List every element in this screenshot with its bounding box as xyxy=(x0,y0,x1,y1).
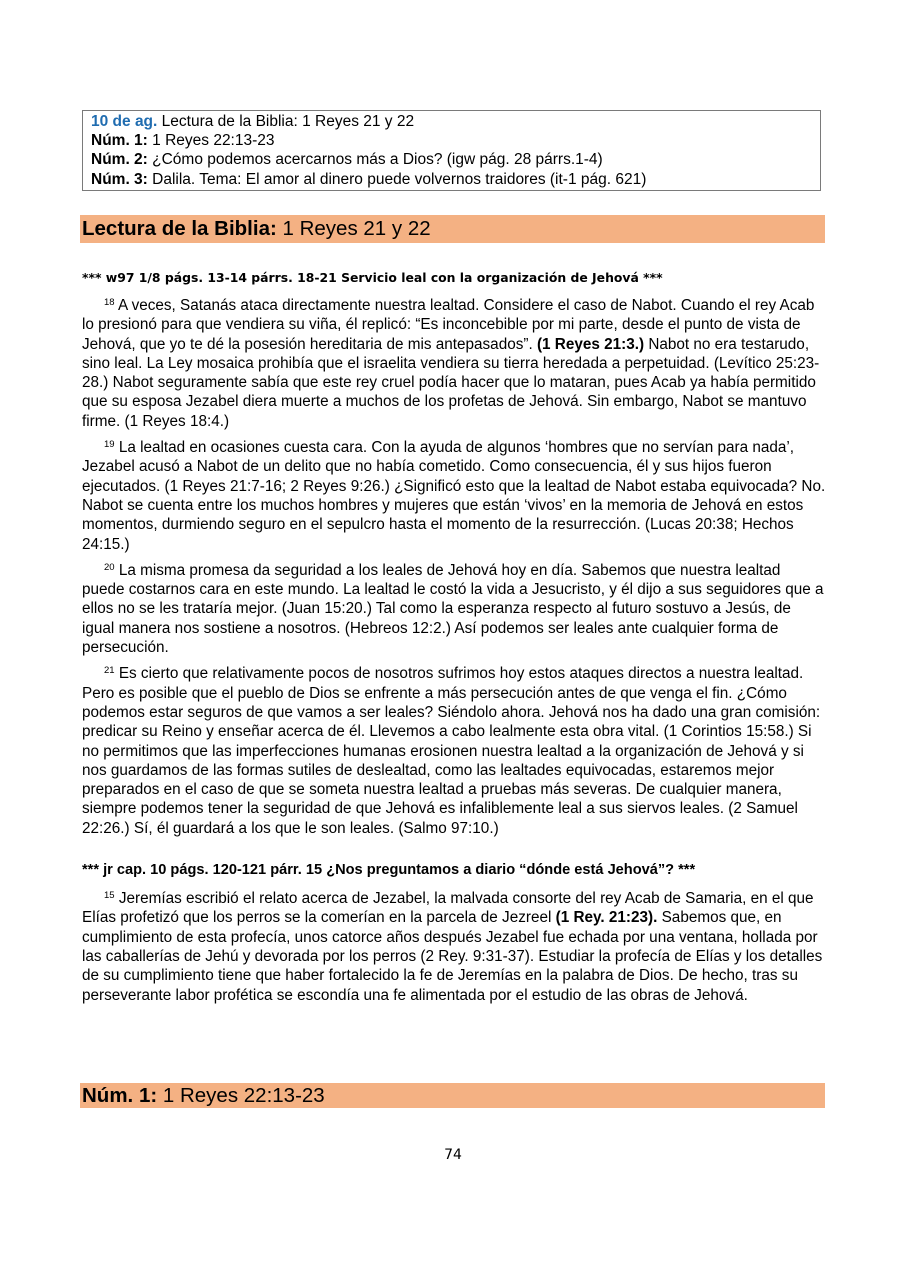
page-number: 74 xyxy=(444,1147,462,1163)
paragraph-19 xyxy=(82,438,826,554)
paragraph-text: Sabemos que, en cumplimiento de esta profecía, unos catorce años después Jezabel fue echada por una ventana, hollada por las caballerías de Jehú y devorada por los perros (2 Rey. 9:31-37). Estudiar la profecía de Elías y los detalles de su cumplimiento tiene que haber fortalecido la fe de Jeremías en la palabra de Dios. De hecho, tras su perseverante labor profética se escondía una fe alimentada por el estudio de las obras de Jehová. xyxy=(82,909,823,1004)
section-heading-label: Núm. 1: xyxy=(82,1084,158,1107)
article-reference-w97: *** w97 1/8 págs. 13-14 párrs. 18-21 Servicio leal con la organización de Jehová *** xyxy=(82,270,663,285)
schedule-row-num1 xyxy=(91,131,812,150)
paragraph-18 xyxy=(82,296,826,431)
paragraph-text: La misma promesa da seguridad a los leales de Jehová hoy en día. Sabemos que nuestra lealtad puede costarnos cara en este mundo. La lealtad le costó la vida a Jesucristo, y él dijo a sus seguidores que a ellos no se les trataría mejor. (Juan 15:20.) Tal como la esperanza respecto al futuro sostuvo a Jesús, de igual manera nos sostiene a nosotros. (Hebreos 12:2.) Así podemos ser leales ante cualquier forma de persecución. xyxy=(82,561,824,657)
paragraph-number: 15 xyxy=(104,890,115,902)
scripture-citation: (1 Rey. 21:23). xyxy=(555,909,658,927)
schedule-row-num3 xyxy=(91,170,812,189)
section-heading-label: Lectura de la Biblia: xyxy=(82,217,277,240)
schedule-date: 10 de ag. xyxy=(91,113,158,130)
main-content xyxy=(82,268,826,1012)
paragraph-15 xyxy=(82,889,826,1005)
schedule-num3-label: Núm. 3: xyxy=(91,170,148,188)
scripture-citation: (1 Reyes 21:3.) xyxy=(536,335,645,353)
paragraph-number: 19 xyxy=(104,439,115,451)
schedule-reading-text: Lectura de la Biblia: 1 Reyes 21 y 22 xyxy=(157,113,415,130)
paragraph-number: 20 xyxy=(104,561,115,573)
section-heading-bible-reading xyxy=(80,215,825,243)
article-reference-jr: *** jr cap. 10 págs. 120-121 párr. 15 ¿Nos preguntamos a diario “dónde está Jehová”? *** xyxy=(82,862,696,879)
paragraph-number: 18 xyxy=(104,297,115,308)
paragraph-text: Jeremías escribió el relato acerca de Jezabel, la malvada consorte del rey Acab de Samaria, en el que Elías profetizó que los perros se la comerían en la parcela de Jezreel xyxy=(82,890,814,927)
schedule-num2-text: ¿Cómo podemos acercarnos más a Dios? (igw pág. 28 párrs.1-4) xyxy=(147,151,603,169)
section-heading-num1 xyxy=(80,1083,825,1108)
paragraph-20 xyxy=(82,561,826,657)
schedule-box xyxy=(82,110,821,191)
schedule-num1-text: 1 Reyes 22:13-23 xyxy=(147,132,275,150)
paragraph-text: La lealtad en ocasiones cuesta cara. Con la ayuda de algunos ‘hombres que no servían para nada’, Jezabel acusó a Nabot de un delito que no había cometido. Como consecuencia, él y sus hijos fueron ejecutados. (1 Reyes 21:7-16; 2 Reyes 9:26.) ¿Significó esto que la lealtad de Nabot estaba equivocada? No. Nabot se cuenta entre los muchos hombres y mujeres que están ‘vivos’ en la memoria de Jehová en estos momentos, durmiendo seguro en el sepulcro hasta el momento de la resurrección. (Lucas 20:38; Hechos 24:15.) xyxy=(82,439,826,553)
section-heading-text: 1 Reyes 22:13-23 xyxy=(157,1084,325,1107)
paragraph-text: Es cierto que relativamente pocos de nosotros sufrimos hoy estos ataques directos a nuestra lealtad. Pero es posible que el pueblo de Dios se enfrente a más persecución antes de que venga el fin. ¿Cómo podemos estar seguros de que vamos a ser leales? Siéndolo ahora. Jehová nos ha dado una gran comisión: predicar su Reino y enseñar acerca de él. Llevemos a cabo lealmente esta obra vital. (1 Corintios 15:58.) Si no permitimos que las imperfecciones humanas erosionen nuestra lealtad a la organización de Jehová y si nos guardamos de las formas sutiles de deslealtad, como las lealtades equivocadas, estaremos mejor preparados en el caso de que se someta nuestra lealtad a pruebas más severas. De cualquier manera, siempre podemos tener la seguridad de que Jehová es infaliblemente leal a sus siervos leales. (2 Samuel 22:26.) Sí, él guardará a los que le son leales. (Salmo 97:10.) xyxy=(82,665,821,837)
schedule-row-num2 xyxy=(91,150,812,169)
paragraph-text: Nabot no era testarudo, sino leal. La Ley mosaica prohibía que el israelita vendiera su tierra heredada a perpetuidad. (Levítico 25:23-28.) Nabot seguramente sabía que este rey cruel podía hacer que lo mataran, pues Acab ya había permitido que su esposa Jezabel diera muerte a muchos de los profetas de Jehová. Sin embargo, Nabot se mantuvo firme. (1 Reyes 18:4.) xyxy=(82,335,820,430)
paragraph-21 xyxy=(82,664,826,838)
paragraph-number: 21 xyxy=(104,665,115,677)
schedule-num2-label: Núm. 2: xyxy=(91,151,148,169)
section-heading-text: 1 Reyes 21 y 22 xyxy=(276,217,431,240)
schedule-num1-label: Núm. 1: xyxy=(91,132,148,150)
schedule-row-reading xyxy=(91,112,812,131)
schedule-num3-text: Dalila. Tema: El amor al dinero puede volvernos traidores (it-1 pág. 621) xyxy=(147,170,647,188)
paragraph-text: A veces, Satanás ataca directamente nuestra lealtad. Considere el caso de Nabot. Cuando el rey Acab lo presionó para que vendiera su viña, él replicó: “Es inconcebible por mi parte, desde el punto de vista de Jehová, que yo te dé la posesión hereditaria de mis antepasados”. xyxy=(82,297,815,353)
